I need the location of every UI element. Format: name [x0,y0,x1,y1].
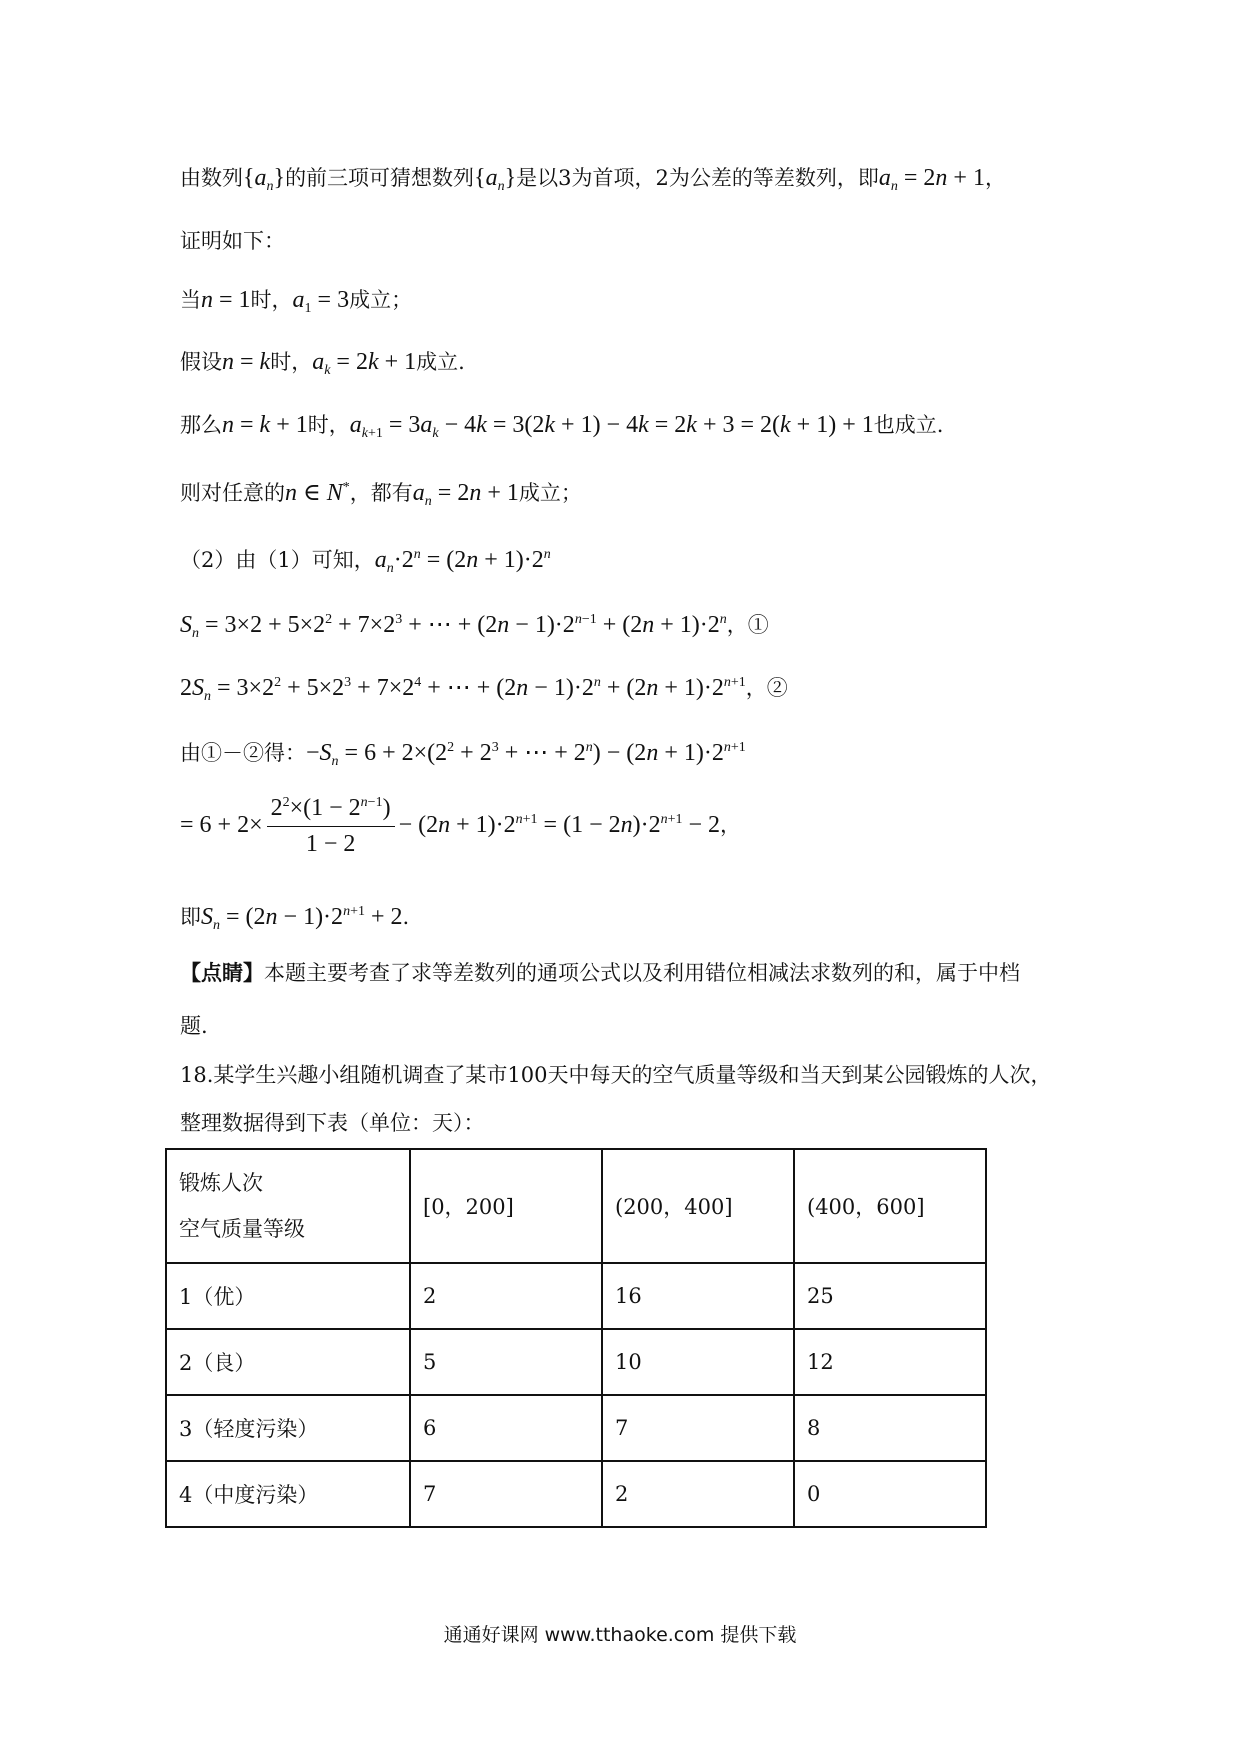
column-header: (400，600] [794,1149,986,1263]
table-cell: 2 [410,1263,602,1329]
text-line-5 [180,410,943,449]
text-segment: 的前三项可猜想数列 [285,166,475,190]
math-inline: $a_n\cdot 2^n = (2n + 1)\cdot 2^n$ [374,547,551,576]
text-segment: 也成立. [873,413,944,437]
text-segment: 即 [180,905,201,929]
text-segment: 时， [307,413,350,437]
math-inline: $-S_n = 6 + 2\times(2^2 + 2^3$ + ⋯ + $2^n) - (2n + 1)\cdot 2^{n+1}$ [306,740,746,769]
table-cell: 0 [794,1461,986,1527]
text-segment: 假设 [180,350,222,374]
text-segment: 由①－②得： [180,741,306,765]
text-segment: 由数列 [180,166,243,190]
header-bottom-label: 空气质量等级 [179,1217,305,1241]
question-18-cont: 整理数据得到下表（单位：天）： [180,1111,485,1135]
text-segment: 是以3为首项，2为公差的等差数列，即 [516,166,879,190]
table-row [166,1329,986,1395]
math-inline: n = 1 [201,287,251,313]
text-segment: 当 [180,288,201,312]
note-label: 【点睛】 [180,960,264,985]
table-cell: 12 [794,1329,986,1395]
column-header: [0，200] [410,1149,602,1263]
table-cell: 16 [602,1263,794,1329]
table-header-row [166,1149,986,1263]
table-cell: 2 [602,1461,794,1527]
table-row [166,1395,986,1461]
math-inline: n = k [222,349,271,375]
row-label: 3（轻度污染） [166,1395,410,1461]
math-inline: $a_n = 2n + 1$ [878,165,985,194]
question-18: 18.某学生兴趣小组随机调查了某市100天中每天的空气质量等级和当天到某公园锻炼的人次， [180,1063,1052,1087]
math-inline: $a_{k+1} = 3a_k - 4k = 3(2k + 1) - 4k = 2k + 3 = 2(k + 1) + 1$ [349,412,874,441]
text-segment: 则对任意的 [180,481,285,505]
text-line-10 [180,733,746,777]
table-cell: 6 [410,1395,602,1461]
text-line-4 [180,347,465,386]
text-segment: 成立； [518,481,582,505]
text-segment: （2）由（1）可知， [180,548,375,572]
math-inline: $a_1 = 3$ [292,287,350,316]
table-cell: 7 [410,1461,602,1527]
page-footer: 通通好课网 www.tthaoke.com 提供下载 [443,1624,797,1646]
table-cell: 8 [794,1395,986,1461]
math-inline: $a_n = 2n + 1$ [412,480,519,509]
table-cell: 5 [410,1329,602,1395]
text-segment: 成立； [349,288,413,312]
text-segment: 那么 [180,413,222,437]
note-text: 本题主要考查了求等差数列的通项公式以及利用错位相减法求数列的和，属于中档 [264,961,1020,985]
table-cell: 10 [602,1329,794,1395]
table-cell: 25 [794,1263,986,1329]
text-line-1: 由数列$\{a_n\}$的前三项可猜想数列$\{a_n\}$是以3为首项，2为公差的等差数列，即$a_n = 2n + 1$， [180,165,1006,194]
column-header: (200，400] [602,1149,794,1263]
data-table [165,1148,987,1528]
table-header-corner [166,1149,410,1263]
math-inline: $a_k = 2k + 1$ [312,349,417,378]
text-line-3 [180,285,412,324]
equation-2sn: $2S_n = 3\times 2^2 + 5\times 2^3 + 7\times 2^4$ + ⋯ + $(2n - 1)\cdot 2^n + (2n + 1)\cdot 2^{n+1}$，② [180,675,788,704]
table-cell: 7 [602,1395,794,1461]
row-label: 4（中度污染） [166,1461,410,1527]
table-row [166,1263,986,1329]
fraction: $\frac{2^2\times(1 - 2^{n-1})}{1 - 2}$ [267,795,395,858]
note-paragraph [180,958,1020,988]
math-inline: $\{a_n\}$ [474,165,517,194]
math-inline: n = k + 1 [222,412,308,438]
text-segment: 时， [250,288,293,312]
math-inline: n ∈ N* [285,480,350,506]
math-inline: $\{a_n\}$ [243,165,286,194]
row-label: 1（优） [166,1263,410,1329]
text-segment: 成立. [416,350,465,374]
text-segment: ，都有 [349,481,413,505]
note-paragraph-cont: 题. [180,1014,208,1038]
text-line-6 [180,473,582,517]
text-line-12: 即$S_n = (2n - 1)\cdot 2^{n+1} + 2$. [180,904,410,933]
text-line-7 [180,540,551,584]
header-top-label: 锻炼人次 [179,1171,263,1195]
equation-sn: $S_n = 3\times 2 + 5\times 2^2 + 7\times 2^3$ + ⋯ + $(2n - 1)\cdot 2^{n-1} + (2n + 1)\cdot 2^n$，① [180,612,769,641]
math-inline: $S_n = (2n - 1)\cdot 2^{n+1} + 2$ [201,904,403,933]
equation-fraction: = 6 + 2× $\frac{2^2\times(1 - 2^{n-1})}{1 - 2}$ − $(2n + 1)\cdot 2^{n+1} = (1 - 2n)\cdot 2^{n+1} - 2$， [180,795,742,857]
table-row [166,1461,986,1527]
text-segment: 时， [270,350,313,374]
text-line-2: 证明如下： [180,229,285,253]
row-label: 2（良） [166,1329,410,1395]
